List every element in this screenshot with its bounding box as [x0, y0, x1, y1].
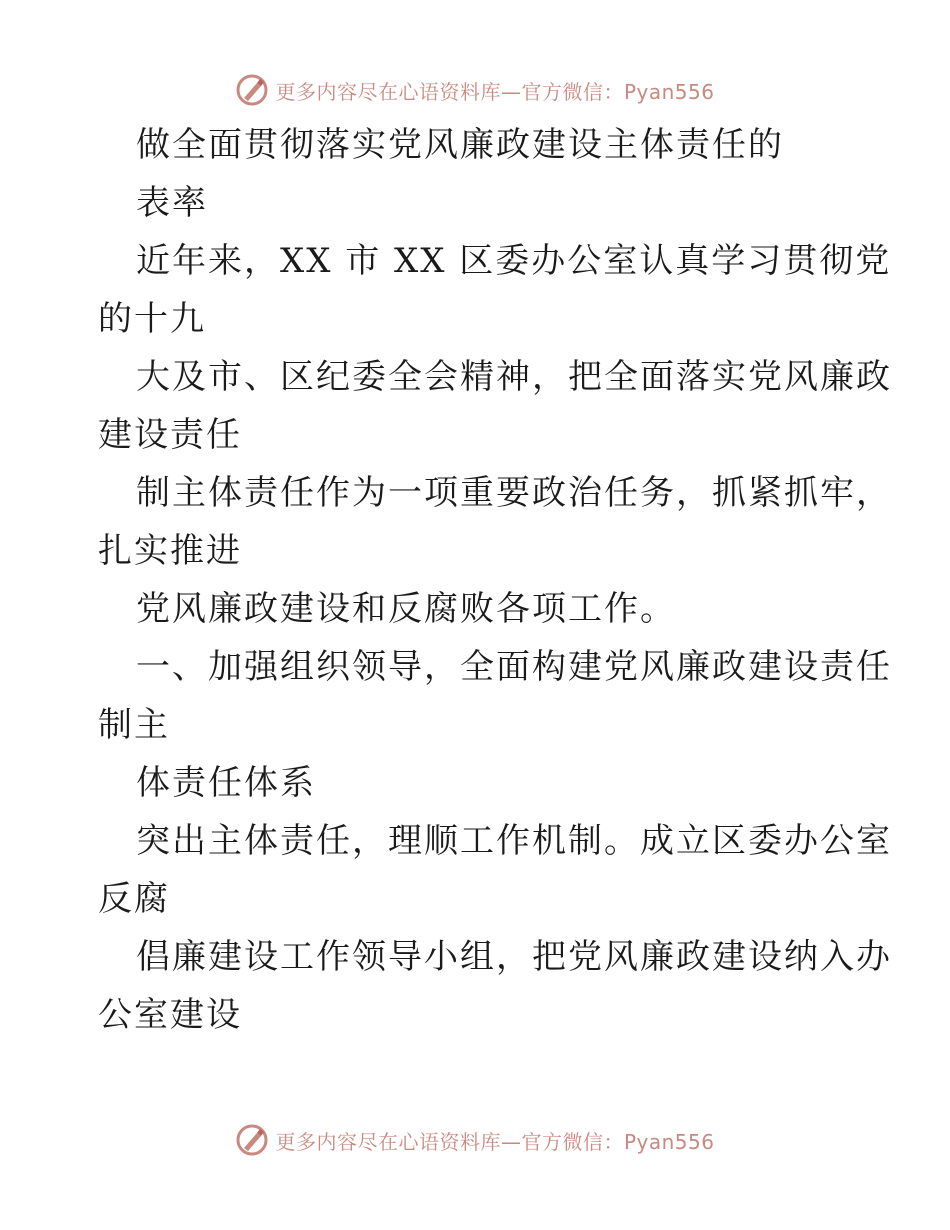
text-line: 做全面贯彻落实党风廉政建设主体责任的: [136, 125, 784, 165]
pen-logo-icon: [235, 1123, 269, 1157]
text-line: 体责任体系: [136, 763, 316, 803]
text-line: 扎实推进: [98, 531, 242, 571]
header-watermark: [0, 70, 950, 110]
footer-watermark: [0, 1120, 950, 1160]
text-line: 近年来，XX 市 XX 区委办公室认真学习贯彻党: [136, 241, 892, 281]
text-line: 突出主体责任，理顺工作机制。成立区委办公室: [136, 821, 892, 861]
document-body: [98, 116, 892, 1044]
text-line: 的十九: [98, 299, 206, 339]
text-line: 制主体责任作为一项重要政治任务，抓紧抓牢，: [136, 473, 892, 513]
text-line: 大及市、区纪委全会精神，把全面落实党风廉政: [136, 357, 892, 397]
text-line: 公室建设: [98, 995, 242, 1035]
text-line: 建设责任: [98, 415, 242, 455]
watermark-text: 更多内容尽在心语资料库—官方微信：Pyan556: [275, 79, 715, 104]
text-line: 倡廉建设工作领导小组，把党风廉政建设纳入办: [136, 937, 892, 977]
text-line: 表率: [136, 183, 208, 223]
watermark-text: 更多内容尽在心语资料库—官方微信：Pyan556: [275, 1129, 715, 1154]
text-line: 制主: [98, 705, 170, 745]
pen-logo-icon: [235, 73, 269, 107]
text-line: 反腐: [98, 879, 170, 919]
text-line: 党风廉政建设和反腐败各项工作。: [136, 589, 676, 629]
text-line: 一、加强组织领导，全面构建党风廉政建设责任: [136, 647, 892, 687]
